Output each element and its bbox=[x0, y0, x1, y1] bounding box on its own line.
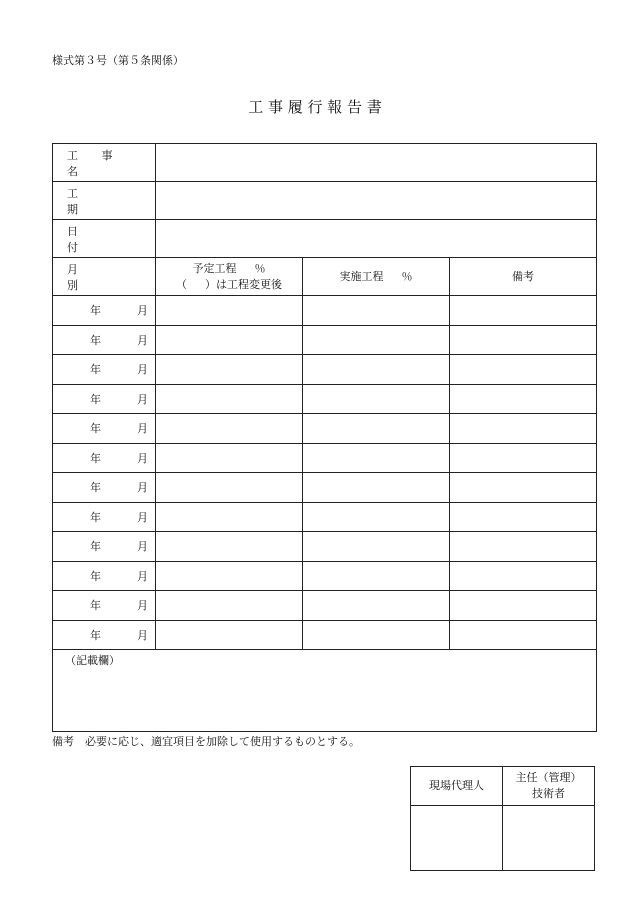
year-label: 年 bbox=[90, 304, 101, 318]
remarks-cell[interactable] bbox=[450, 532, 597, 562]
year-month-cell[interactable] bbox=[53, 296, 156, 326]
month-label: 月 bbox=[137, 304, 148, 318]
remarks-cell[interactable] bbox=[450, 502, 597, 532]
actual-progress-cell[interactable] bbox=[303, 325, 450, 355]
year-label: 年 bbox=[90, 422, 101, 436]
year-label: 年 bbox=[90, 363, 101, 377]
year-label: 年 bbox=[90, 481, 101, 495]
month-label: 月 bbox=[137, 451, 148, 465]
remarks-cell[interactable] bbox=[450, 414, 597, 444]
month-label: 月 bbox=[137, 599, 148, 613]
month-label: 月 bbox=[137, 628, 148, 642]
remarks-cell[interactable] bbox=[450, 620, 597, 650]
period-field[interactable] bbox=[156, 182, 597, 220]
year-month-cell[interactable] bbox=[53, 591, 156, 621]
month-row bbox=[53, 591, 597, 621]
month-label: 月 bbox=[137, 363, 148, 377]
planned-progress-cell[interactable] bbox=[156, 384, 303, 414]
month-row bbox=[53, 325, 597, 355]
remarks-cell[interactable] bbox=[450, 355, 597, 385]
actual-progress-cell[interactable] bbox=[303, 355, 450, 385]
actual-progress-cell[interactable] bbox=[303, 561, 450, 591]
revised-schedule-note: （ ）は工程変更後 bbox=[176, 277, 282, 291]
month-label: 月 bbox=[137, 569, 148, 583]
planned-progress-cell[interactable] bbox=[156, 502, 303, 532]
planned-progress-cell[interactable] bbox=[156, 325, 303, 355]
remarks-cell[interactable] bbox=[450, 384, 597, 414]
planned-progress-header bbox=[156, 258, 303, 296]
planned-progress-cell[interactable] bbox=[156, 591, 303, 621]
actual-progress-cell[interactable] bbox=[303, 443, 450, 473]
month-row bbox=[53, 414, 597, 444]
remarks-cell[interactable] bbox=[450, 473, 597, 503]
notes-row bbox=[53, 650, 597, 732]
date-label: 日 付 bbox=[53, 220, 156, 258]
footnote: 備考 必要に応じ、適宜項目を加除して使用するものとする。 bbox=[52, 735, 360, 748]
month-row bbox=[53, 296, 597, 326]
notes-area-label: （記載欄） bbox=[65, 654, 120, 667]
remarks-cell[interactable] bbox=[450, 325, 597, 355]
project-name-label: 工 事 名 bbox=[53, 144, 156, 182]
year-month-cell[interactable] bbox=[53, 473, 156, 503]
year-month-cell[interactable] bbox=[53, 414, 156, 444]
chief-engineer-line2: 技術者 bbox=[532, 787, 565, 800]
remarks-cell[interactable] bbox=[450, 296, 597, 326]
year-month-cell[interactable] bbox=[53, 561, 156, 591]
year-label: 年 bbox=[90, 510, 101, 524]
planned-progress-cell[interactable] bbox=[156, 414, 303, 444]
actual-progress-cell[interactable] bbox=[303, 591, 450, 621]
month-row bbox=[53, 443, 597, 473]
month-row bbox=[53, 473, 597, 503]
actual-progress-cell[interactable] bbox=[303, 620, 450, 650]
year-month-cell[interactable] bbox=[53, 384, 156, 414]
month-label: 月 bbox=[137, 481, 148, 495]
month-label: 月 bbox=[137, 540, 148, 554]
actual-progress-cell[interactable] bbox=[303, 296, 450, 326]
actual-progress-cell[interactable] bbox=[303, 473, 450, 503]
period-label: 工 期 bbox=[53, 182, 156, 220]
document-title: 工 事 履 行 報 告 書 bbox=[248, 98, 382, 116]
project-name-row bbox=[53, 144, 597, 182]
year-label: 年 bbox=[90, 333, 101, 347]
period-row bbox=[53, 182, 597, 220]
report-table bbox=[52, 143, 597, 732]
actual-progress-cell[interactable] bbox=[303, 384, 450, 414]
planned-progress-cell[interactable] bbox=[156, 355, 303, 385]
column-header-row bbox=[53, 258, 597, 296]
chief-engineer-line1: 主任（管理） bbox=[515, 771, 582, 785]
month-row bbox=[53, 620, 597, 650]
planned-progress-cell[interactable] bbox=[156, 296, 303, 326]
month-row bbox=[53, 355, 597, 385]
month-label: 月 bbox=[137, 510, 148, 524]
chief-engineer-label bbox=[503, 767, 595, 806]
year-label: 年 bbox=[90, 569, 101, 583]
notes-area[interactable] bbox=[53, 650, 597, 732]
month-row bbox=[53, 561, 597, 591]
date-row bbox=[53, 220, 597, 258]
year-month-cell[interactable] bbox=[53, 620, 156, 650]
year-month-cell[interactable] bbox=[53, 502, 156, 532]
month-label: 月 bbox=[137, 422, 148, 436]
month-row bbox=[53, 502, 597, 532]
month-row bbox=[53, 384, 597, 414]
planned-progress-cell[interactable] bbox=[156, 473, 303, 503]
year-month-cell[interactable] bbox=[53, 532, 156, 562]
actual-progress-cell[interactable] bbox=[303, 502, 450, 532]
month-label: 月 bbox=[137, 333, 148, 347]
planned-progress-label: 予定工程 ％ bbox=[192, 261, 266, 275]
year-month-cell[interactable] bbox=[53, 443, 156, 473]
planned-progress-cell[interactable] bbox=[156, 532, 303, 562]
remarks-cell[interactable] bbox=[450, 561, 597, 591]
year-label: 年 bbox=[90, 628, 101, 642]
form-number: 様式第３号（第５条関係） bbox=[52, 54, 184, 67]
date-field[interactable] bbox=[156, 220, 597, 258]
planned-progress-cell[interactable] bbox=[156, 561, 303, 591]
year-month-cell[interactable] bbox=[53, 355, 156, 385]
month-label: 月 別 bbox=[53, 258, 156, 296]
remarks-header: 備考 bbox=[450, 258, 597, 296]
year-label: 年 bbox=[90, 451, 101, 465]
actual-progress-cell[interactable] bbox=[303, 414, 450, 444]
planned-progress-cell[interactable] bbox=[156, 620, 303, 650]
remarks-cell[interactable] bbox=[450, 443, 597, 473]
site-agent-label: 現場代理人 bbox=[411, 767, 503, 806]
site-agent-seal-box[interactable] bbox=[411, 806, 503, 871]
project-name-field[interactable] bbox=[156, 144, 597, 182]
chief-engineer-seal-box[interactable] bbox=[503, 806, 595, 871]
year-label: 年 bbox=[90, 540, 101, 554]
actual-progress-header: 実施工程 ％ bbox=[303, 258, 450, 296]
planned-progress-cell[interactable] bbox=[156, 443, 303, 473]
remarks-cell[interactable] bbox=[450, 591, 597, 621]
month-label: 月 bbox=[137, 392, 148, 406]
month-row bbox=[53, 532, 597, 562]
year-label: 年 bbox=[90, 392, 101, 406]
year-label: 年 bbox=[90, 599, 101, 613]
year-month-cell[interactable] bbox=[53, 325, 156, 355]
signature-table bbox=[410, 766, 595, 871]
actual-progress-cell[interactable] bbox=[303, 532, 450, 562]
